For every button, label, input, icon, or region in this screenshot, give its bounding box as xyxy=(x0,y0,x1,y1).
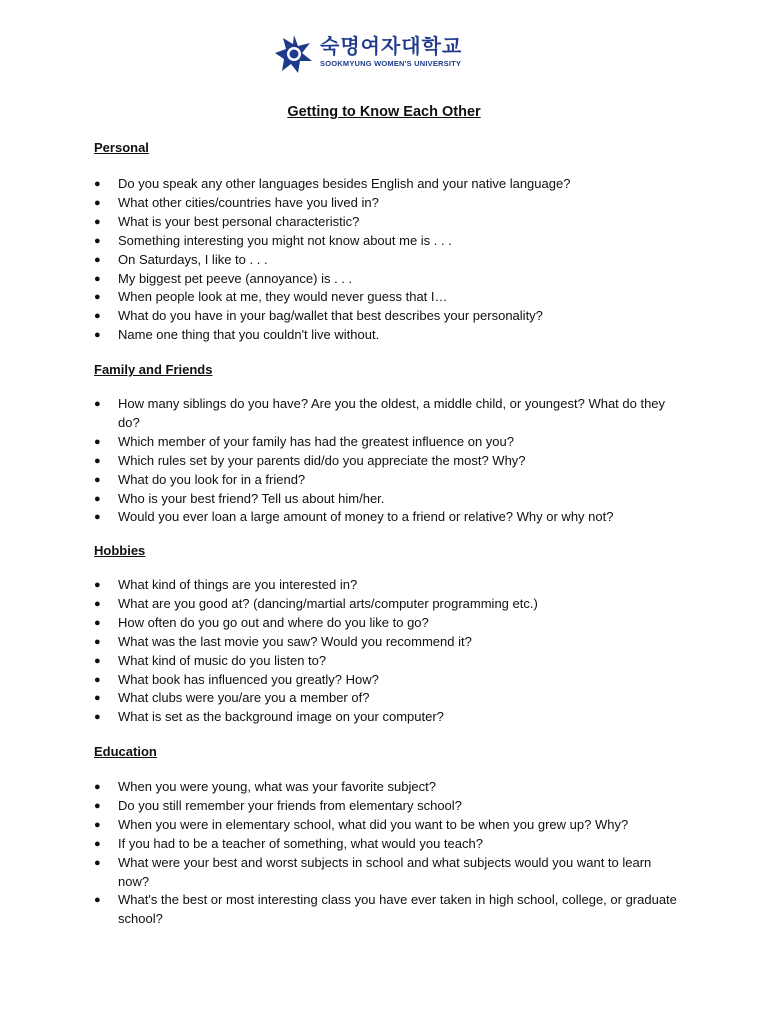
list-item: ● What other cities/countries have you lived in? xyxy=(94,194,684,213)
list-item: ● What kind of music do you listen to? xyxy=(94,652,684,671)
bullet-icon: ● xyxy=(94,894,101,907)
list-item: ● Which rules set by your parents did/do you appreciate the most? Why? xyxy=(94,452,684,471)
bullet-icon: ● xyxy=(94,178,101,190)
list-item: ● What do you have in your bag/wallet that best describes your personality? xyxy=(94,307,684,326)
list-item: ● Name one thing that you couldn't live without. xyxy=(94,326,684,345)
bullet-icon: ● xyxy=(94,711,101,724)
family-friends-question-list xyxy=(94,395,684,527)
university-emblem-icon xyxy=(274,34,314,74)
bullet-icon: ● xyxy=(94,398,101,410)
bullet-icon: ● xyxy=(94,579,101,591)
personal-question-list xyxy=(94,175,684,345)
bullet-icon: ● xyxy=(94,234,101,247)
section-heading-education: Education xyxy=(94,744,157,759)
list-item: ● How many siblings do you have? Are you the oldest, a middle child, or youngest? What do they do? xyxy=(94,396,666,430)
bullet-icon: ● xyxy=(94,856,101,869)
list-item: ● Something interesting you might not know about me is . . . xyxy=(94,232,684,251)
list-item: ● On Saturdays, I like to . . . xyxy=(94,251,684,270)
list-item: ● Do you speak any other languages besides English and your native language? xyxy=(94,175,684,194)
bullet-icon: ● xyxy=(94,511,101,524)
list-item: ● When people look at me, they would never guess that I… xyxy=(94,288,684,307)
list-item: ● Which member of your family has had the greatest influence on you? xyxy=(94,433,684,452)
bullet-icon: ● xyxy=(94,616,101,629)
education-question-list xyxy=(94,778,684,929)
bullet-icon: ● xyxy=(94,329,101,342)
list-item: ● What's the best or most interesting class you have ever taken in high school, college, or graduate school? xyxy=(94,892,677,927)
bullet-icon: ● xyxy=(94,654,101,667)
bullet-icon: ● xyxy=(94,799,101,812)
list-item: ● Do you still remember your friends from elementary school? xyxy=(94,797,684,816)
bullet-icon: ● xyxy=(94,435,101,448)
list-item: ● When you were in elementary school, what did you want to be when you grew up? Why? xyxy=(94,816,684,835)
list-item: ● Who is your best friend? Tell us about him/her. xyxy=(94,490,684,509)
bullet-icon: ● xyxy=(94,272,101,285)
document-title: Getting to Know Each Other xyxy=(287,104,481,120)
list-item: ● Would you ever loan a large amount of money to a friend or relative? Why or why not? xyxy=(94,508,684,527)
bullet-icon: ● xyxy=(94,215,101,228)
bullet-icon: ● xyxy=(94,253,101,266)
section-heading-personal: Personal xyxy=(94,140,149,155)
list-item: ● What are you good at? (dancing/martial arts/computer programming etc.) xyxy=(94,595,684,614)
list-item: ● What is set as the background image on your computer? xyxy=(94,708,684,727)
university-logo xyxy=(274,34,469,74)
list-item: ● How often do you go out and where do you like to go? xyxy=(94,614,684,633)
bullet-icon: ● xyxy=(94,196,101,209)
bullet-icon: ● xyxy=(94,673,101,686)
list-item: ● What do you look for in a friend? xyxy=(94,471,684,490)
bullet-icon: ● xyxy=(94,454,101,467)
bullet-icon: ● xyxy=(94,837,101,850)
logo-korean-name: 숙명여자대학교 xyxy=(320,36,463,58)
list-item: ● When you were young, what was your favorite subject? xyxy=(94,778,684,797)
list-item: ● What kind of things are you interested in? xyxy=(94,576,684,595)
bullet-icon: ● xyxy=(94,473,101,486)
bullet-icon: ● xyxy=(94,781,101,793)
section-heading-hobbies: Hobbies xyxy=(94,543,146,558)
list-item: ● What clubs were you/are you a member of? xyxy=(94,689,684,708)
bullet-icon: ● xyxy=(94,692,101,705)
bullet-icon: ● xyxy=(94,818,101,831)
list-item: ● What were your best and worst subjects in school and what subjects would you want to learn now? xyxy=(94,854,652,889)
list-item: ● What was the last movie you saw? Would you recommend it? xyxy=(94,633,684,652)
logo-english-name: SOOKMYUNG WOMEN'S UNIVERSITY xyxy=(320,59,462,68)
list-item: ● What book has influenced you greatly? How? xyxy=(94,671,684,690)
bullet-icon: ● xyxy=(94,492,101,505)
hobbies-question-list xyxy=(94,576,684,727)
bullet-icon: ● xyxy=(94,310,101,323)
bullet-icon: ● xyxy=(94,291,101,304)
list-item: ● If you had to be a teacher of something, what would you teach? xyxy=(94,835,684,854)
section-heading-family-friends: Family and Friends xyxy=(94,362,213,377)
bullet-icon: ● xyxy=(94,635,101,648)
list-item: ● What is your best personal characteristic? xyxy=(94,213,684,232)
list-item: ● My biggest pet peeve (annoyance) is . . . xyxy=(94,270,684,289)
bullet-icon: ● xyxy=(94,597,101,610)
